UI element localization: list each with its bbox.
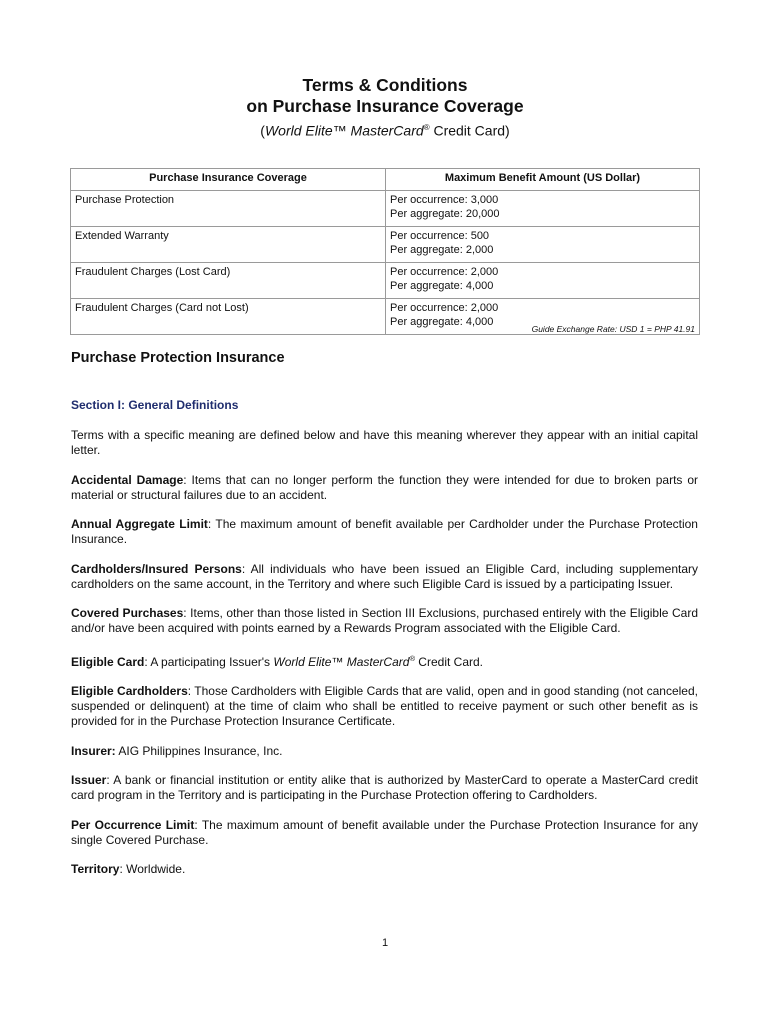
- definition-term: Annual Aggregate Limit: [71, 517, 208, 531]
- definition-paragraph: [71, 517, 698, 547]
- definition-paragraph: [71, 562, 698, 592]
- title-line-3: (World Elite™ MasterCard® Credit Card): [260, 122, 510, 139]
- definition-text: AIG Philippines Insurance, Inc.: [115, 743, 283, 758]
- title-block: [0, 75, 770, 142]
- per-occurrence: Per occurrence: 3,000: [390, 194, 499, 206]
- benefit-cell: [386, 227, 700, 263]
- definition-text: All individuals who have been issued an Eligible Card, including supplementary cardholders on the same account, in the Territory and where such Eligible Card is issued by a participating Issuer.: [71, 561, 698, 591]
- definition-text: The maximum amount of benefit available per Cardholder under the Purchase Protection Insurance.: [71, 517, 698, 546]
- definition-text: A participating Issuer's: [147, 654, 274, 669]
- definition-sep: :: [106, 773, 110, 787]
- coverage-cell: Extended Warranty: [71, 227, 386, 263]
- definition-paragraph: [71, 684, 698, 729]
- definition-term: Issuer: [71, 773, 107, 787]
- per-aggregate: Per aggregate: 20,000: [390, 207, 500, 220]
- definition-paragraph: [71, 473, 698, 503]
- title-line-2: on Purchase Insurance Coverage: [246, 96, 524, 116]
- table-row: [71, 191, 700, 227]
- per-aggregate: Per aggregate: 4,000: [390, 279, 494, 292]
- definition-term: Eligible Cardholders: [71, 684, 188, 698]
- coverage-cell: Fraudulent Charges (Lost Card): [71, 263, 386, 299]
- definition-text: Credit Card.: [414, 654, 483, 669]
- definition-term: Covered Purchases: [71, 606, 184, 620]
- page-number: 1: [381, 937, 389, 949]
- definition-text: Worldwide.: [122, 862, 186, 876]
- benefit-cell: [386, 263, 700, 299]
- table-row: [71, 263, 700, 299]
- definition-sep: :: [207, 517, 212, 531]
- title-line-1: Terms & Conditions: [302, 75, 468, 95]
- definition-text: Items, other than those listed in Section III Exclusions, purchased entirely with the Eligible Card and/or have been acquired with points earned by a Rewards Program associated with the Eligible Card.: [71, 606, 698, 635]
- definition-paragraph: [71, 818, 698, 848]
- registered-mark: ®: [409, 653, 415, 663]
- definition-term: Eligible Card: [71, 654, 145, 669]
- definition-text: The maximum amount of benefit available under the Purchase Protection Insurance for any single Covered Purchase.: [71, 817, 698, 847]
- benefit-cell: [386, 191, 700, 227]
- definition-term: Accidental Damage: [71, 472, 184, 487]
- table-header-row: [71, 169, 700, 191]
- per-occurrence: Per occurrence: 2,000: [390, 302, 499, 314]
- definition-text: A bank or financial institution or entity alike that is authorized by MasterCard to operate a MasterCard credit card program in the Territory and is participating in the Purchase Protection offering to Cardholders.: [71, 773, 698, 802]
- definition-text: Those Cardholders with Eligible Cards that are valid, open and in good standing (not canceled, suspended or delinquent) at the time of claim who shall be entitled to receive payment or such other benefit as is provided for in the Purchase Protection Insurance Certificate.: [71, 684, 698, 728]
- coverage-cell: Fraudulent Charges (Card not Lost): [71, 299, 386, 335]
- coverage-table: [70, 168, 700, 335]
- definition-paragraph: [71, 606, 698, 636]
- table-header-coverage: Purchase Insurance Coverage: [71, 169, 386, 191]
- definition-paragraph: [71, 651, 698, 670]
- definition-term: Per Occurrence Limit: [71, 817, 195, 832]
- definition-sep: :: [183, 472, 187, 487]
- per-occurrence: Per occurrence: 500: [390, 230, 490, 242]
- definition-sep: :: [241, 561, 246, 576]
- product-name: World Elite™ MasterCard: [273, 654, 410, 669]
- definition-term: Insurer:: [71, 743, 116, 758]
- exchange-rate-note: Guide Exchange Rate: USD 1 = PHP 41.91: [531, 324, 695, 334]
- definition-text: Items that can no longer perform the function they were intended for due to broken parts or material or structural failures due to an accident.: [71, 472, 698, 502]
- definition-sep: :: [187, 684, 192, 698]
- intro-paragraph: Terms with a specific meaning are defined below and have this meaning wherever they appear with an initial capital letter.: [71, 428, 698, 457]
- definition-sep: :: [119, 862, 123, 876]
- per-aggregate: Per aggregate: 2,000: [390, 243, 494, 256]
- definitions-body: [71, 428, 698, 892]
- per-occurrence: Per occurrence: 2,000: [390, 266, 499, 278]
- table-header-benefit: Maximum Benefit Amount (US Dollar): [386, 169, 700, 191]
- definition-term: Cardholders/Insured Persons: [71, 561, 242, 576]
- definition-sep: :: [183, 606, 187, 620]
- table-row: [71, 227, 700, 263]
- coverage-cell: Purchase Protection: [71, 191, 386, 227]
- definition-sep: :: [194, 817, 198, 832]
- definition-paragraph: [71, 862, 698, 877]
- per-aggregate: Per aggregate: 4,000: [390, 315, 494, 328]
- definition-paragraph: [71, 773, 698, 803]
- section-heading: Section I: General Definitions: [71, 398, 239, 412]
- definition-sep: :: [144, 654, 148, 669]
- page-heading: Purchase Protection Insurance: [71, 350, 285, 366]
- definition-term: Territory: [71, 862, 120, 876]
- definition-paragraph: [71, 744, 698, 759]
